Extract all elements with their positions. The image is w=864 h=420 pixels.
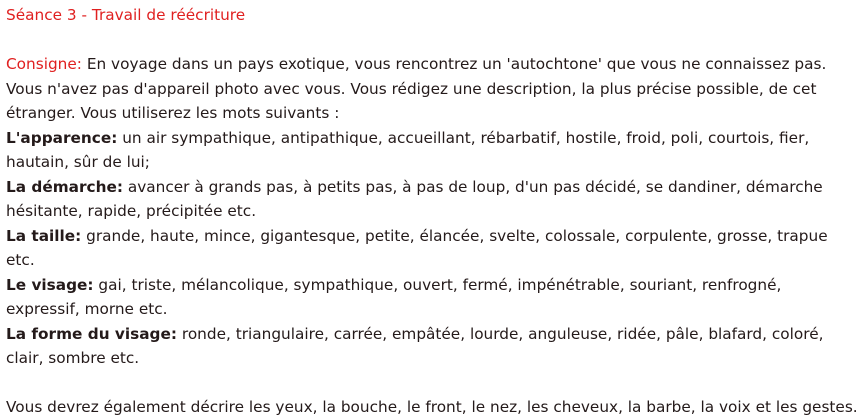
list-item-forme-visage [6,322,858,371]
spacer [6,371,858,396]
consigne-label: Consigne: [6,55,82,73]
item-text: gai, triste, mélancolique, sympathique, ouvert, fermé, impénétrable, souriant, renfrogné, expressif, morne etc. [6,275,782,318]
closing-paragraph: Vous devrez également décrire les yeux, la bouche, le front, le nez, les cheveux, la barbe, la voix et les gestes. [6,398,858,416]
list-item-taille [6,224,858,273]
item-text: ronde, triangulaire, carrée, empâtée, lourde, anguleuse, ridée, pâle, blafard, coloré, clair, sombre etc. [6,324,824,367]
item-label: La démarche: [6,177,123,196]
item-label: La taille: [6,226,82,245]
list-item-visage [6,273,858,322]
list-item-demarche [6,175,858,224]
item-label: L'apparence: [6,128,118,147]
consigne-paragraph [6,52,858,126]
consigne-text: En voyage dans un pays exotique, vous rencontrez un 'autochtone' que vous ne connaissez pas. Vous n'avez pas d'appareil photo avec vous. Vous rédigez une description, la plus précise possible, de cet étranger. Vous utiliserez les mots suivants : [6,55,827,122]
item-label: Le visage: [6,275,94,294]
item-text: avancer à grands pas, à petits pas, à pas de loup, d'un pas décidé, se dandiner, démarche hésitante, rapide, précipitée etc. [6,177,823,220]
page-title: Séance 3 - Travail de réécriture [6,6,246,24]
list-item-apparence [6,126,858,175]
item-text: un air sympathique, antipathique, accueillant, rébarbatif, hostile, froid, poli, courtois, fier, hautain, sûr de lui; [6,128,810,171]
item-text: grande, haute, mince, gigantesque, petite, élancée, svelte, colossale, corpulente, grosse, trapue etc. [6,226,828,269]
item-label: La forme du visage: [6,324,177,343]
spacer [6,28,858,53]
